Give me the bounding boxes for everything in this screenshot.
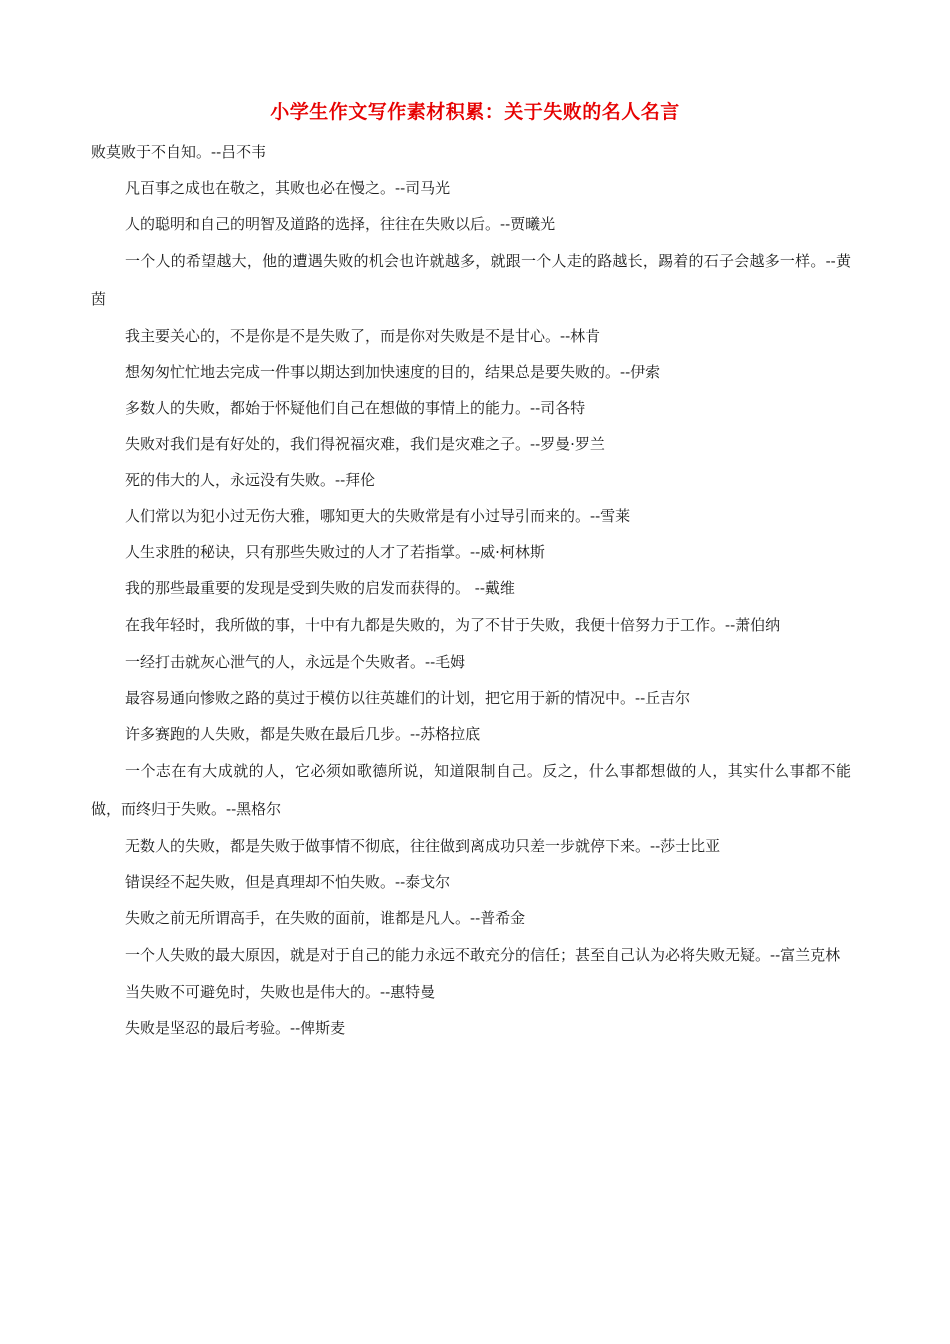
quote-paragraph: 人们常以为犯小过无伤大雅，哪知更大的失败常是有小过导引而来的。--雪莱: [125, 507, 631, 525]
quote-paragraph: 败莫败于不自知。--吕不韦: [91, 143, 267, 161]
quote-paragraph: 许多赛跑的人失败，都是失败在最后几步。--苏格拉底: [125, 725, 481, 743]
quote-paragraph: 当失败不可避免时，失败也是伟大的。--惠特曼: [125, 983, 436, 1001]
quote-paragraph: 我的那些最重要的发现是受到失败的启发而获得的。 --戴维: [125, 579, 515, 597]
quote-paragraph: 一个志在有大成就的人，它必须如歌德所说，知道限制自己。反之，什么事都想做的人，其实什么事都不能做，而终归于失败。--黑格尔: [91, 762, 851, 818]
quote-paragraph: 一个人的希望越大，他的遭遇失败的机会也许就越多，就跟一个人走的路越长，踢着的石子会越多一样。--黄茵: [91, 252, 851, 308]
quote-paragraph: 一经打击就灰心泄气的人，永远是个失败者。--毛姆: [125, 653, 466, 671]
quote-paragraph: 无数人的失败，都是失败于做事情不彻底，往往做到离成功只差一步就停下来。--莎士比亚: [125, 837, 721, 855]
quote-paragraph: 最容易通向惨败之路的莫过于模仿以往英雄们的计划，把它用于新的情况中。--丘吉尔: [125, 689, 691, 707]
quote-paragraph: 多数人的失败，都始于怀疑他们自己在想做的事情上的能力。--司各特: [125, 399, 586, 417]
quote-paragraph: 凡百事之成也在敬之，其败也必在慢之。--司马光: [125, 179, 451, 197]
page-title: 小学生作文写作素材积累：关于失败的名人名言: [270, 101, 680, 123]
quote-paragraph: 失败对我们是有好处的，我们得祝福灾难，我们是灾难之子。--罗曼·罗兰: [125, 435, 605, 453]
quote-paragraph: 我主要关心的，不是你是不是失败了，而是你对失败是不是甘心。--林肯: [125, 327, 601, 345]
quote-paragraph: 人生求胜的秘诀，只有那些失败过的人才了若指掌。--威·柯林斯: [125, 543, 545, 561]
quote-paragraph: 在我年轻时，我所做的事，十中有九都是失败的，为了不甘于失败，我便十倍努力于工作。--萧伯纳: [125, 616, 781, 634]
quote-paragraph: 错误经不起失败，但是真理却不怕失败。--泰戈尔: [125, 873, 451, 891]
quote-paragraph: 人的聪明和自己的明智及道路的选择，往往在失败以后。--贾曦光: [125, 215, 556, 233]
quote-list: [91, 134, 851, 1046]
quote-paragraph: 想匆匆忙忙地去完成一件事以期达到加快速度的目的，结果总是要失败的。--伊索: [125, 363, 661, 381]
quote-paragraph: 失败之前无所谓高手，在失败的面前，谁都是凡人。--普希金: [125, 909, 526, 927]
quote-paragraph: 一个人失败的最大原因，就是对于自己的能力永远不敢充分的信任；甚至自己认为必将失败无疑。--富兰克林: [125, 946, 841, 964]
quote-paragraph: 死的伟大的人，永远没有失败。--拜伦: [125, 471, 376, 489]
quote-paragraph: 失败是坚忍的最后考验。--俾斯麦: [125, 1019, 346, 1037]
